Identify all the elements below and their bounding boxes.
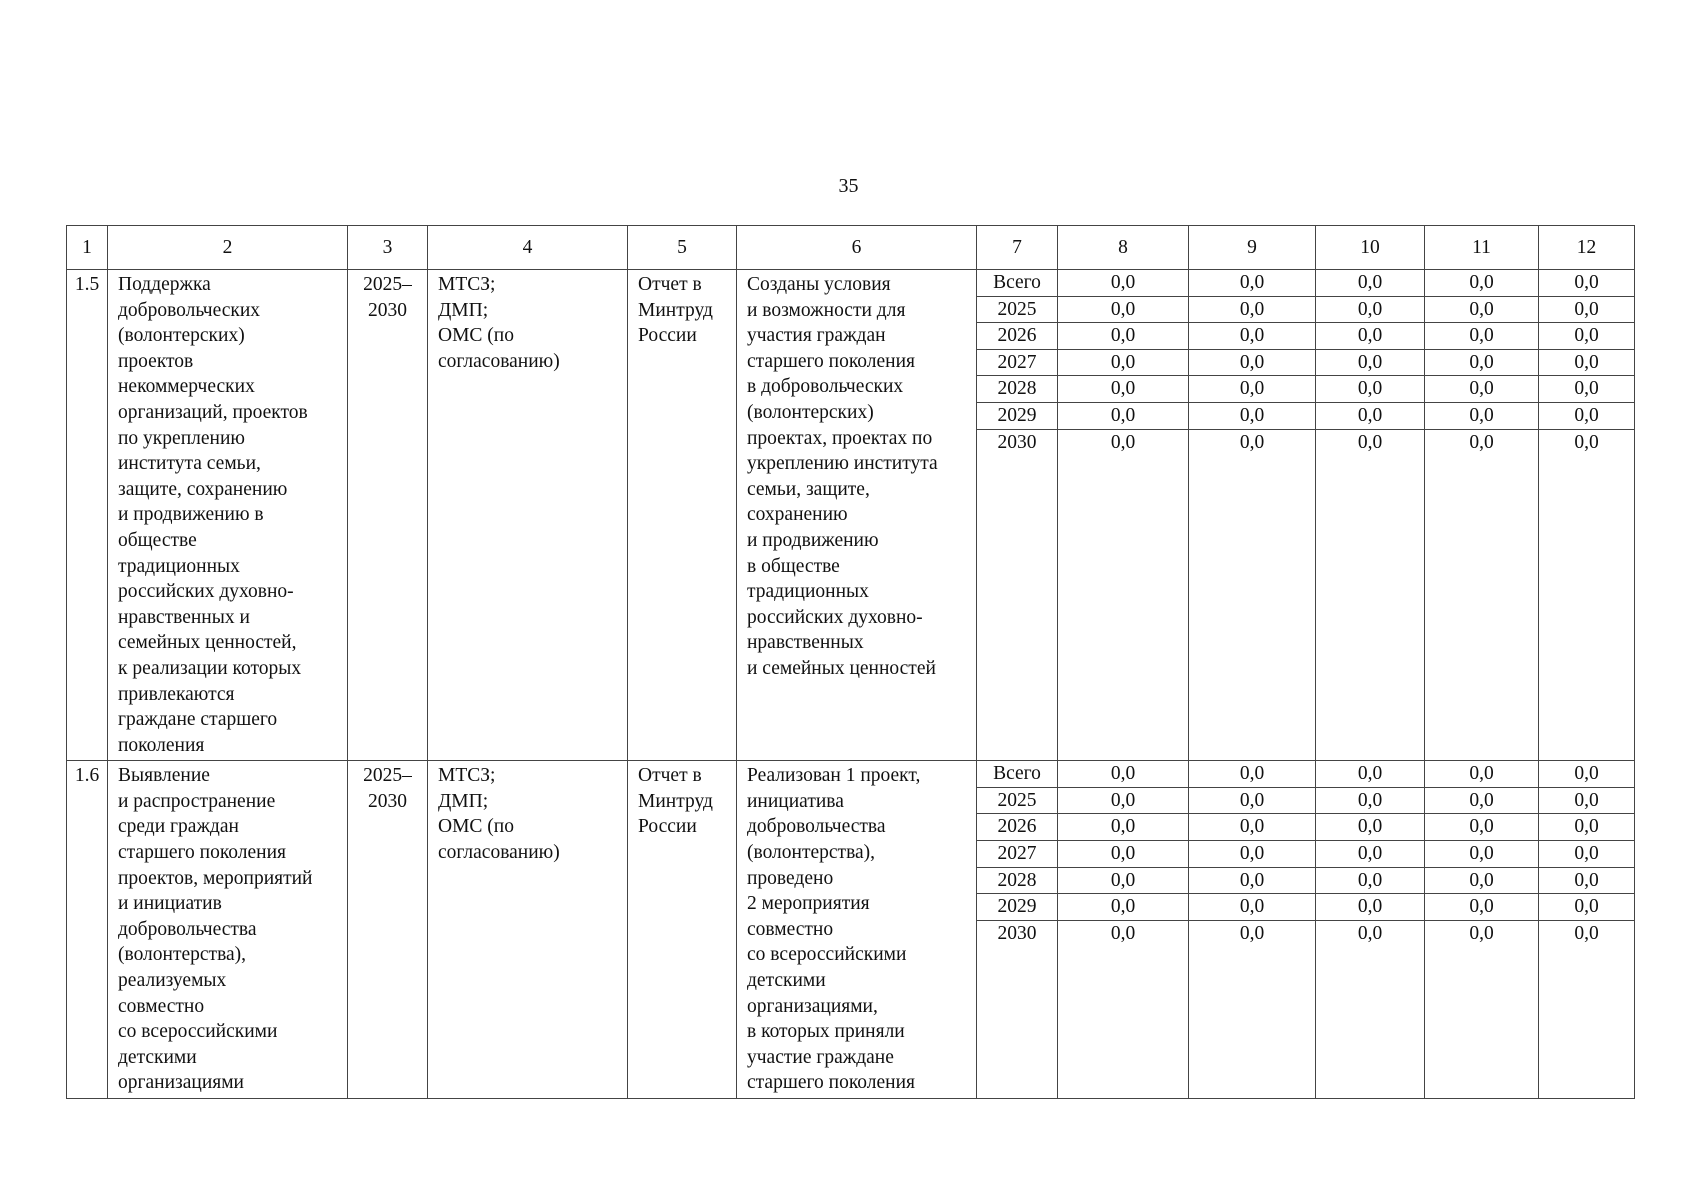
funding-value: 0,0: [1239, 922, 1265, 944]
funding-col8-cell: [1058, 761, 1189, 1099]
funding-value: 0,0: [1316, 841, 1424, 868]
funding-value: 0,0: [1189, 894, 1315, 921]
funding-value: 0,0: [1539, 376, 1634, 403]
funding-value: 0,0: [1425, 270, 1538, 297]
funding-list: [1058, 270, 1188, 455]
funding-value: 0,0: [1189, 814, 1315, 841]
period: 2025– 2030: [363, 274, 412, 321]
funding-list: [1316, 270, 1424, 455]
year-label: 2028: [977, 376, 1057, 403]
funding-value: 0,0: [1539, 894, 1634, 921]
expected-result: Созданы условия и возможности для участия граждан старшего поколения в добровольческих (волонтерских) проектах, проектах по укреплению института семьи, защите, сохранению и продвижению в обществе традиционных российских духовно- нравственных и семейных ценностей: [747, 274, 938, 679]
row-number-cell: [67, 270, 108, 761]
funding-value: 0,0: [1189, 297, 1315, 324]
column-header: 3: [348, 226, 428, 270]
funding-value: 0,0: [1539, 814, 1634, 841]
report-form: Отчет в Минтруд России: [638, 765, 713, 838]
funding-value: 0,0: [1316, 868, 1424, 895]
funding-value: 0,0: [1189, 376, 1315, 403]
activity-name: Выявление и распространение среди граждан старшего поколения проектов, мероприятий и инициатив добровольчества (волонтерства), реализуемых совместно со всероссийскими детскими организациями: [118, 765, 313, 1094]
report-cell: [628, 761, 737, 1099]
funding-list: [1058, 761, 1188, 946]
report-form: Отчет в Минтруд России: [638, 274, 713, 347]
funding-value: 0,0: [1058, 841, 1188, 868]
executors-cell: [428, 270, 628, 761]
column-header: 2: [108, 226, 348, 270]
column-header: 4: [428, 226, 628, 270]
activity-name-cell: [108, 270, 348, 761]
funding-value: 0,0: [1316, 350, 1424, 377]
funding-value: 0,0: [1316, 814, 1424, 841]
column-header: 8: [1058, 226, 1189, 270]
row-number: 1.6: [74, 765, 100, 787]
funding-value: 0,0: [1189, 270, 1315, 297]
funding-value: 0,0: [1425, 761, 1538, 788]
page-number: 35: [838, 175, 859, 197]
result-cell: [737, 270, 977, 761]
funding-list: [1316, 761, 1424, 946]
funding-value: 0,0: [1189, 323, 1315, 350]
column-header: 1: [67, 226, 108, 270]
funding-list: [1189, 270, 1315, 455]
year-label: Всего: [977, 270, 1057, 297]
funding-value: 0,0: [1189, 761, 1315, 788]
funding-value: 0,0: [1189, 403, 1315, 430]
funding-value: 0,0: [1539, 350, 1634, 377]
funding-value: 0,0: [1539, 868, 1634, 895]
funding-value: 0,0: [1316, 323, 1424, 350]
funding-value: 0,0: [1425, 403, 1538, 430]
funding-value: 0,0: [1058, 814, 1188, 841]
funding-value: 0,0: [1189, 841, 1315, 868]
year-label: 2026: [977, 814, 1057, 841]
period: 2025– 2030: [363, 765, 412, 812]
funding-value: 0,0: [1058, 376, 1188, 403]
years-list: [977, 761, 1057, 946]
column-header: 10: [1316, 226, 1425, 270]
funding-col10-cell: [1316, 270, 1425, 761]
year-label: 2025: [977, 788, 1057, 815]
funding-value: 0,0: [1539, 841, 1634, 868]
funding-col12-cell: [1539, 270, 1635, 761]
year-label: 2027: [977, 350, 1057, 377]
funding-list: [1539, 761, 1634, 946]
funding-value: 0,0: [1425, 376, 1538, 403]
years-cell: [977, 761, 1058, 1099]
funding-value: 0,0: [1110, 431, 1136, 453]
funding-col9-cell: [1189, 270, 1316, 761]
executors: МТСЗ; ДМП; ОМС (по согласованию): [438, 765, 560, 864]
funding-list: [1425, 270, 1538, 455]
row-number: 1.5: [74, 274, 100, 295]
funding-value: 0,0: [1425, 323, 1538, 350]
period-cell: [348, 270, 428, 761]
funding-value: 0,0: [1058, 761, 1188, 788]
funding-col10-cell: [1316, 761, 1425, 1099]
year-label: 2029: [977, 403, 1057, 430]
column-header: 9: [1189, 226, 1316, 270]
funding-col12-cell: [1539, 761, 1635, 1099]
funding-value: 0,0: [1539, 403, 1634, 430]
year-label: 2027: [977, 841, 1057, 868]
funding-col8-cell: [1058, 270, 1189, 761]
table-row: [67, 761, 1635, 1099]
funding-value: 0,0: [1058, 350, 1188, 377]
column-header: 6: [737, 226, 977, 270]
funding-value: 0,0: [1058, 323, 1188, 350]
funding-value: 0,0: [1189, 868, 1315, 895]
funding-value: 0,0: [1357, 922, 1383, 944]
funding-value: 0,0: [1316, 297, 1424, 324]
funding-col11-cell: [1425, 270, 1539, 761]
funding-value: 0,0: [1189, 788, 1315, 815]
column-header: 11: [1425, 226, 1539, 270]
row-number-cell: [67, 761, 108, 1099]
year-label: 2028: [977, 868, 1057, 895]
year-label: Всего: [977, 761, 1057, 788]
funding-value: 0,0: [1469, 431, 1494, 453]
funding-col9-cell: [1189, 761, 1316, 1099]
executors-cell: [428, 761, 628, 1099]
funding-value: 0,0: [1539, 761, 1634, 788]
funding-value: 0,0: [1539, 323, 1634, 350]
funding-value: 0,0: [1425, 841, 1538, 868]
years-list: [977, 270, 1057, 455]
result-cell: [737, 761, 977, 1099]
year-label: 2026: [977, 323, 1057, 350]
funding-value: 0,0: [1574, 431, 1599, 453]
year-label: 2030: [997, 922, 1037, 944]
year-label: 2025: [977, 297, 1057, 324]
funding-value: 0,0: [1316, 270, 1424, 297]
funding-value: 0,0: [1425, 297, 1538, 324]
funding-list: [1425, 761, 1538, 946]
table-header-row: [67, 226, 1635, 270]
funding-value: 0,0: [1425, 814, 1538, 841]
report-cell: [628, 270, 737, 761]
column-header: 12: [1539, 226, 1635, 270]
funding-value: 0,0: [1539, 297, 1634, 324]
funding-value: 0,0: [1058, 297, 1188, 324]
funding-value: 0,0: [1539, 788, 1634, 815]
column-header: 7: [977, 226, 1058, 270]
funding-list: [1189, 761, 1315, 946]
funding-value: 0,0: [1058, 868, 1188, 895]
funding-value: 0,0: [1058, 894, 1188, 921]
funding-list: [1539, 270, 1634, 455]
funding-value: 0,0: [1425, 788, 1538, 815]
executors: МТСЗ; ДМП; ОМС (по согласованию): [438, 274, 560, 372]
funding-value: 0,0: [1058, 403, 1188, 430]
funding-value: 0,0: [1316, 788, 1424, 815]
years-cell: [977, 270, 1058, 761]
year-label: 2029: [977, 894, 1057, 921]
funding-value: 0,0: [1316, 894, 1424, 921]
funding-value: 0,0: [1316, 403, 1424, 430]
expected-result: Реализован 1 проект, инициатива добровольчества (волонтерства), проведено 2 мероприятия совместно со всероссийскими детскими организациями, в которых приняли участие граждане старшего поколения: [747, 765, 921, 1094]
funding-col11-cell: [1425, 761, 1539, 1099]
funding-value: 0,0: [1539, 270, 1634, 297]
activity-name-cell: [108, 761, 348, 1099]
funding-value: 0,0: [1189, 350, 1315, 377]
funding-value: 0,0: [1058, 270, 1188, 297]
column-header: 5: [628, 226, 737, 270]
activity-name: Поддержка добровольческих (волонтерских) проектов некоммерческих организаций, проектов по укреплению института семьи, защите, сохранению и продвижению в обществе традиционных российских духовно- нравственных и семейных ценностей, к реализации которых привлекаются граждане старшего поколения: [118, 274, 308, 756]
funding-value: 0,0: [1316, 376, 1424, 403]
funding-value: 0,0: [1469, 922, 1494, 944]
funding-value: 0,0: [1425, 868, 1538, 895]
funding-value: 0,0: [1425, 350, 1538, 377]
year-label: 2030: [997, 431, 1037, 453]
funding-value: 0,0: [1357, 431, 1383, 453]
funding-value: 0,0: [1316, 761, 1424, 788]
period-cell: [348, 761, 428, 1099]
funding-value: 0,0: [1574, 922, 1599, 944]
table-row: [67, 270, 1635, 761]
funding-value: 0,0: [1058, 788, 1188, 815]
funding-value: 0,0: [1425, 894, 1538, 921]
program-activities-table: [66, 225, 1635, 1099]
funding-value: 0,0: [1239, 431, 1265, 453]
funding-value: 0,0: [1110, 922, 1136, 944]
